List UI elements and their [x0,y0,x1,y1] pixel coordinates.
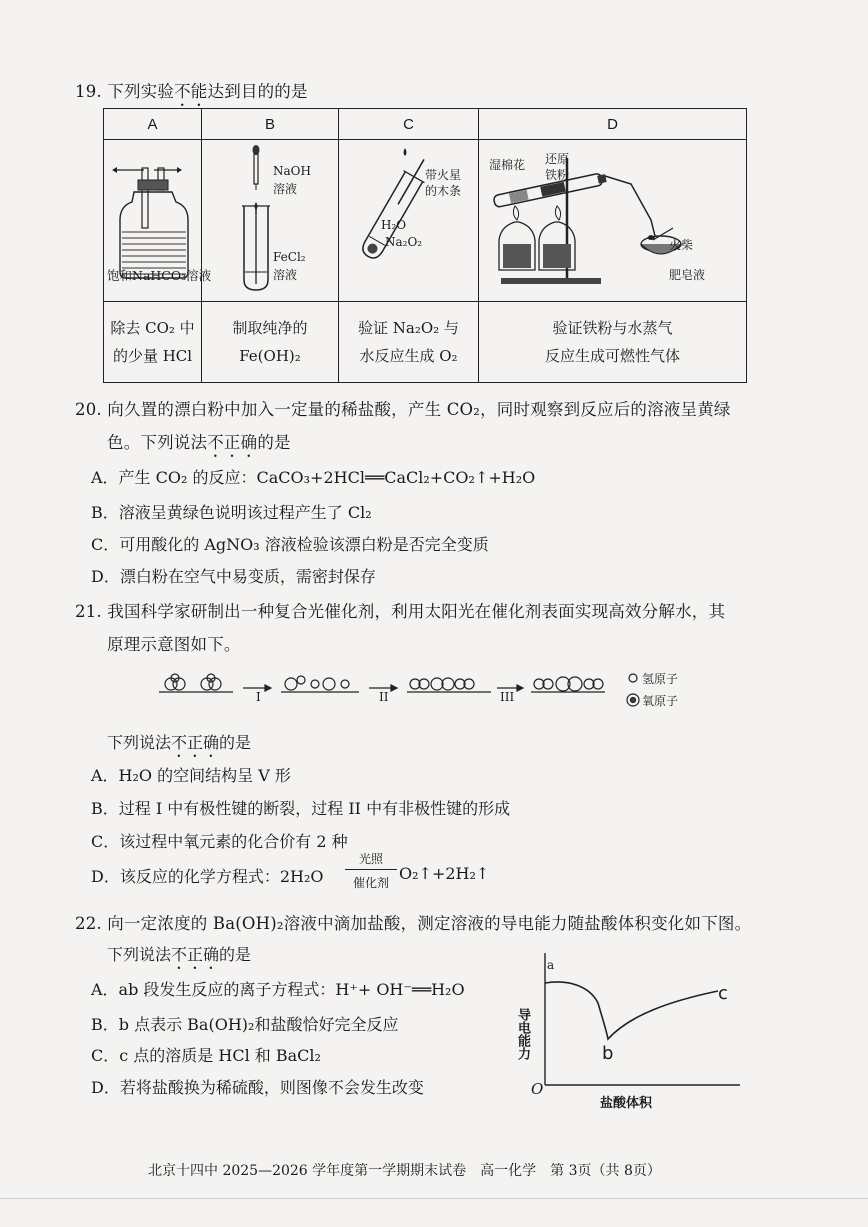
q21-substem-emphasis: 不正确 [171,733,220,752]
label-naoh-solution: 溶液 [273,182,298,197]
equation-condition-top: 光照 [358,852,383,866]
legend-oxygen: 氧原子 [642,694,679,708]
graph-origin: O [531,1080,544,1098]
label-match: 火柴 [669,238,694,253]
graph-x-label: 盐酸体积 [600,1096,653,1111]
label-soap-solution: 肥皂液 [669,268,706,283]
header-b: B [202,109,339,140]
q20-stem-part1: 色。下列说法 [107,433,208,452]
cell-a-figure [104,140,212,302]
q22-option-c: C．c 点的溶质是 HCl 和 BaCl₂ [91,1046,321,1065]
header-c: C [339,109,479,140]
graph-point-a: a [547,958,555,972]
step-label-1: I [256,690,261,704]
label-glowing-splint-2: 的木条 [425,184,462,199]
caption-b-line2: Fe(OH)₂ [239,346,301,365]
q21-stem-line2: 原理示意图如下。 [107,635,241,654]
equation-arrow-line [345,869,397,870]
q20-option-c: C．可用酸化的 AgNO₃ 溶液检验该漂白粉是否完全变质 [91,535,489,554]
caption-d-line2: 反应生成可燃性气体 [544,346,680,365]
q22-option-b: B．b 点表示 Ba(OH)₂和盐酸恰好完全反应 [91,1015,399,1034]
label-reduced-iron: 还原 [545,152,570,167]
step-label-3: III [500,690,515,704]
cell-c-figure [339,140,479,302]
q20-stem-part2: 的是 [257,433,291,452]
q19-stem-part1: 19. 下列实验 [75,82,175,101]
caption-d [479,301,747,382]
q21-option-a: A．H₂O 的空间结构呈 V 形 [91,766,291,785]
q19-experiment-table [103,108,747,383]
conductivity-curve [545,982,718,1039]
q22-substem-emphasis: 不正确 [171,945,220,964]
caption-a-line2: 的少量 HCl [112,346,193,365]
q20-stem-line2 [107,429,291,461]
q19-stem-emphasis: 不能 [174,82,208,101]
header-d: D [479,109,747,140]
caption-c-line2: 水反应生成 O₂ [359,346,458,365]
q21-substem-part1: 下列说法 [107,733,172,752]
label-fecl2-solution: 溶液 [273,268,298,283]
caption-c [339,301,479,382]
q21-option-c: C．该过程中氧元素的化合价有 2 种 [91,832,348,851]
q22-stem: 22. 向一定浓度的 Ba(OH)₂溶液中滴加盐酸，测定溶液的导电能力随盐酸体积变化如下图。 [75,914,752,933]
q19-stem-part2: 达到目的的是 [207,82,308,101]
cell-d-figure [479,140,747,302]
q20-option-a: A．产生 CO₂ 的反应：CaCO₃+2HCl══CaCl₂+CO₂↑+H₂O [91,468,536,487]
q19-stem [75,78,308,110]
caption-c-line1: 验证 Na₂O₂ 与 [358,318,459,337]
q21-stem-line1: 21. 我国科学家研制出一种复合光催化剂，利用太阳光在催化剂表面实现高效分解水，其 [75,602,726,621]
label-naoh: NaOH [273,164,311,179]
caption-a-line1: 除去 CO₂ 中 [110,318,195,337]
q22-option-d: D．若将盐酸换为稀硫酸，则图像不会发生改变 [91,1078,424,1097]
label-wet-cotton: 湿棉花 [489,158,526,173]
label-reduced-iron-2: 铁粉 [545,168,570,183]
water-splitting-diagram [155,668,715,718]
page-footer: 北京十四中 2025—2026 学年度第一学期期末试卷 高一化学 第 3页（共 8页） [148,1163,661,1179]
page-bottom-divider [0,1198,868,1199]
label-nahco3-solution: 饱和NaHCO₃溶液 [107,268,212,284]
label-glowing-splint: 带火星 [425,168,462,183]
legend-hydrogen: 氢原子 [642,672,679,686]
q21-option-b: B．过程 I 中有极性键的断裂，过程 II 中有非极性键的形成 [91,799,511,818]
step-label-2: II [379,690,389,704]
caption-b-line1: 制取纯净的 [232,318,308,337]
q22-substem [107,942,251,973]
q20-stem-line1: 20. 向久置的漂白粉中加入一定量的稀盐酸，产生 CO₂，同时观察到反应后的溶液呈黄绿 [75,400,731,419]
equation-products: O₂↑+2H₂↑ [399,864,490,883]
graph-point-c: c [718,983,728,1004]
graph-point-b: b [602,1043,614,1064]
q20-stem-emphasis: 不正确 [207,433,258,452]
q20-option-b: B．溶液呈黄绿色说明该过程产生了 Cl₂ [91,503,372,522]
q22-substem-part1: 下列说法 [107,945,172,964]
label-na2o2: Na₂O₂ [385,235,423,250]
header-a: A [104,109,202,140]
equation-condition-bottom: 催化剂 [352,876,389,890]
graph-y-label: 导电能力 [515,1008,530,1060]
q22-option-a: A．ab 段发生反应的离子方程式：H⁺+ OH⁻══H₂O [91,980,465,999]
label-fecl2: FeCl₂ [273,250,306,265]
q21-substem [107,730,251,761]
label-h2o: H₂O [381,218,407,233]
caption-d-line1: 验证铁粉与水蒸气 [552,318,673,337]
caption-b [202,301,339,382]
q20-option-d: D．漂白粉在空气中易变质，需密封保存 [91,567,376,586]
cell-b-figure [202,140,339,302]
caption-a [104,301,202,382]
q21-option-d: D．该反应的化学方程式：2H₂O [91,867,324,886]
q22-substem-part2: 的是 [219,945,252,964]
q21-substem-part2: 的是 [219,733,252,752]
